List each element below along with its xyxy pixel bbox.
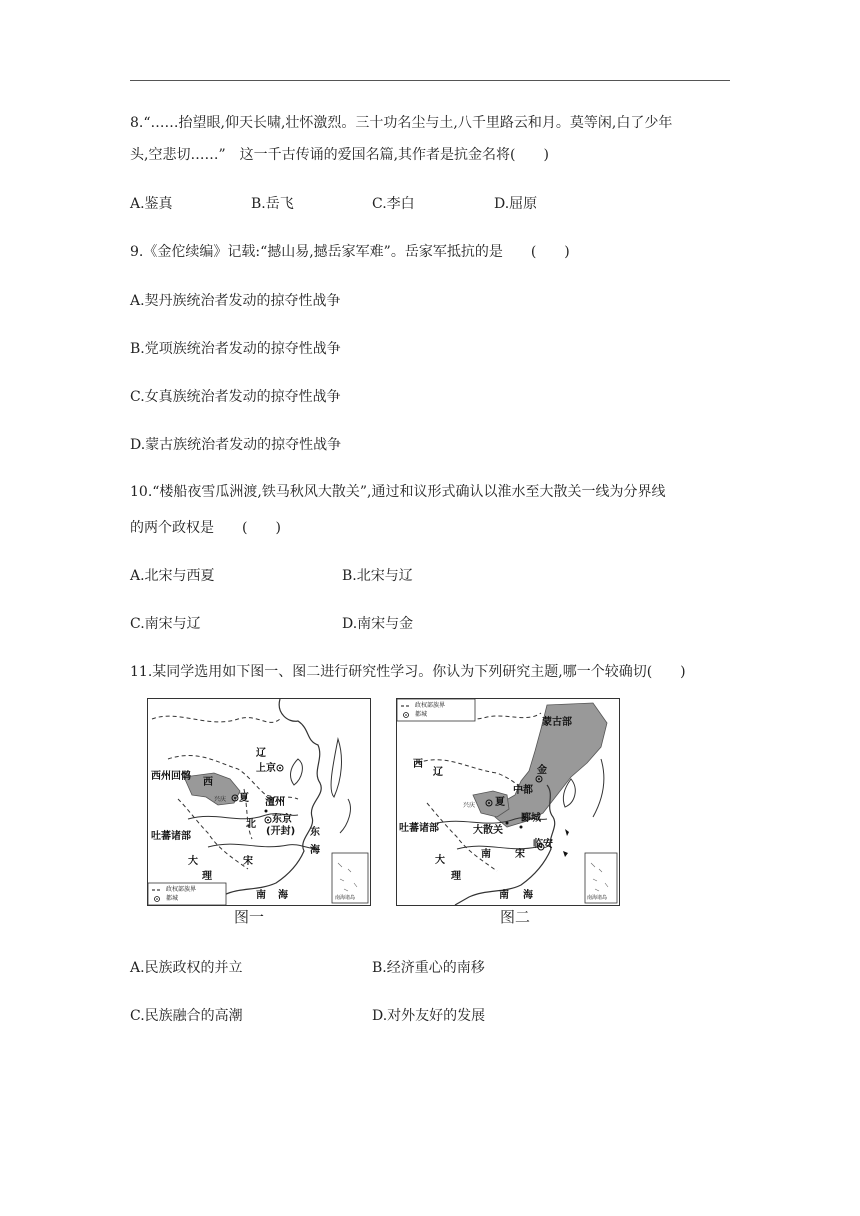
map1-label-liao: 辽 — [256, 748, 266, 759]
q9-stem: 9.《金佗续编》记载:“撼山易,撼岳家军难”。岳家军抵抗的是 ( ) — [130, 244, 570, 260]
q8-option-c[interactable]: C.李白 — [372, 196, 415, 212]
map1-legend-capital: 都城 — [166, 895, 179, 902]
q10-option-b[interactable]: B.北宋与辽 — [342, 568, 413, 584]
map2-label-tubo: 吐蕃诸部 — [399, 823, 439, 834]
map2-label-yancheng: 郾城 — [521, 813, 541, 824]
q10-stem-line-2: 的两个政权是 ( ) — [130, 520, 281, 536]
map2-label-liao: 辽 — [433, 767, 443, 778]
map2-label-dasanguan: 大散关 — [473, 825, 503, 836]
map2-label-hai: 海 — [523, 890, 533, 901]
map2-label-da: 大 — [435, 855, 445, 866]
q9-option-a[interactable]: A.契丹族统治者发动的掠夺性战争 — [130, 293, 341, 309]
map1-label-nan: 南 — [256, 890, 266, 901]
q9-option-b[interactable]: B.党项族统治者发动的掠夺性战争 — [130, 341, 341, 357]
map-figure-1 — [147, 698, 371, 906]
map2-legend-border: 政权部族界 — [415, 702, 446, 709]
map2-caption: 图二 — [500, 908, 531, 926]
q11-stem: 11.某同学选用如下图一、图二进行研究性学习。你认为下列研究主题,哪一个较确切( ) — [130, 664, 686, 680]
q11-option-d[interactable]: D.对外友好的发展 — [372, 1008, 486, 1024]
map2-label-xia: 夏 — [495, 797, 505, 808]
q8-option-d[interactable]: D.屈原 — [494, 196, 538, 212]
map1-inset-label: 南海诸岛 — [335, 895, 356, 901]
map2-label-xi: 西 — [413, 759, 423, 770]
q8-option-a[interactable]: A.鉴真 — [130, 196, 173, 212]
map-figure-2 — [396, 698, 620, 906]
map1-label-li: 理 — [202, 871, 212, 882]
map1-label-da: 大 — [188, 856, 198, 867]
map2-label-li: 理 — [451, 871, 461, 882]
map1-label-xizhou-huihu: 西州回鹘 — [151, 771, 191, 782]
q10-stem-line-1: 10.“楼船夜雪瓜洲渡,铁马秋风大散关”,通过和议形式确认以淮水至大散关一线为分界线 — [130, 484, 666, 500]
map2-label-jin: 金 — [537, 765, 547, 776]
map1-label-kaifeng: (开封) — [266, 826, 296, 837]
map2-legend-capital: 都城 — [415, 711, 428, 718]
q11-option-a[interactable]: A.民族政权的并立 — [130, 960, 243, 976]
map2-label-nan-song: 南 — [481, 849, 491, 860]
map1-label-chanzhou: 澶州 — [265, 797, 285, 808]
map1-label-hai-east: 海 — [310, 845, 320, 856]
map2-label-linan: 临安 — [533, 839, 553, 850]
map1-label-bei: 北 — [246, 819, 256, 830]
map1-label-shangjing: 上京 — [256, 763, 276, 774]
map1-legend-border: 政权部族界 — [166, 886, 197, 893]
q10-option-d[interactable]: D.南宋与金 — [342, 616, 414, 632]
map2-label-menggu: 蒙古部 — [542, 717, 572, 728]
q10-option-a[interactable]: A.北宋与西夏 — [130, 568, 215, 584]
q10-option-c[interactable]: C.南宋与辽 — [130, 616, 201, 632]
map1-label-hai-south: 海 — [278, 890, 288, 901]
q11-option-c[interactable]: C.民族融合的高潮 — [130, 1008, 243, 1024]
q11-option-b[interactable]: B.经济重心的南移 — [372, 960, 485, 976]
map1-label-tubo: 吐蕃诸部 — [151, 831, 191, 842]
q8-stem-line-2: 头,空悲切……” 这一千古传诵的爱国名篇,其作者是抗金名将( ) — [130, 147, 549, 163]
q8-stem-line-1: 8.“……抬望眼,仰天长啸,壮怀激烈。三十功名尘与土,八千里路云和月。莫等闲,白了少年 — [130, 115, 673, 131]
map1-label-xi: 西 — [203, 777, 213, 788]
map2-label-song: 宋 — [515, 849, 525, 860]
map1-drawing — [148, 699, 370, 905]
map2-label-zhongdu: 中都 — [513, 785, 533, 796]
map2-drawing — [397, 699, 619, 905]
map1-caption: 图一 — [234, 908, 265, 926]
map1-label-xingqing: 兴庆 — [214, 796, 227, 803]
q8-option-b[interactable]: B.岳飞 — [251, 196, 294, 212]
map1-label-xia: 夏 — [239, 793, 249, 804]
map2-label-xingqing: 兴庆 — [463, 802, 476, 809]
map1-label-song: 宋 — [243, 856, 253, 867]
q9-option-c[interactable]: C.女真族统治者发动的掠夺性战争 — [130, 389, 341, 405]
map1-label-dongjing: 东京 — [272, 814, 292, 825]
map2-inset-label: 南海诸岛 — [587, 895, 608, 901]
header-rule — [130, 80, 730, 81]
map2-label-nan-hai: 南 — [499, 890, 509, 901]
map1-label-dong: 东 — [310, 827, 320, 838]
q9-option-d[interactable]: D.蒙古族统治者发动的掠夺性战争 — [130, 437, 342, 453]
